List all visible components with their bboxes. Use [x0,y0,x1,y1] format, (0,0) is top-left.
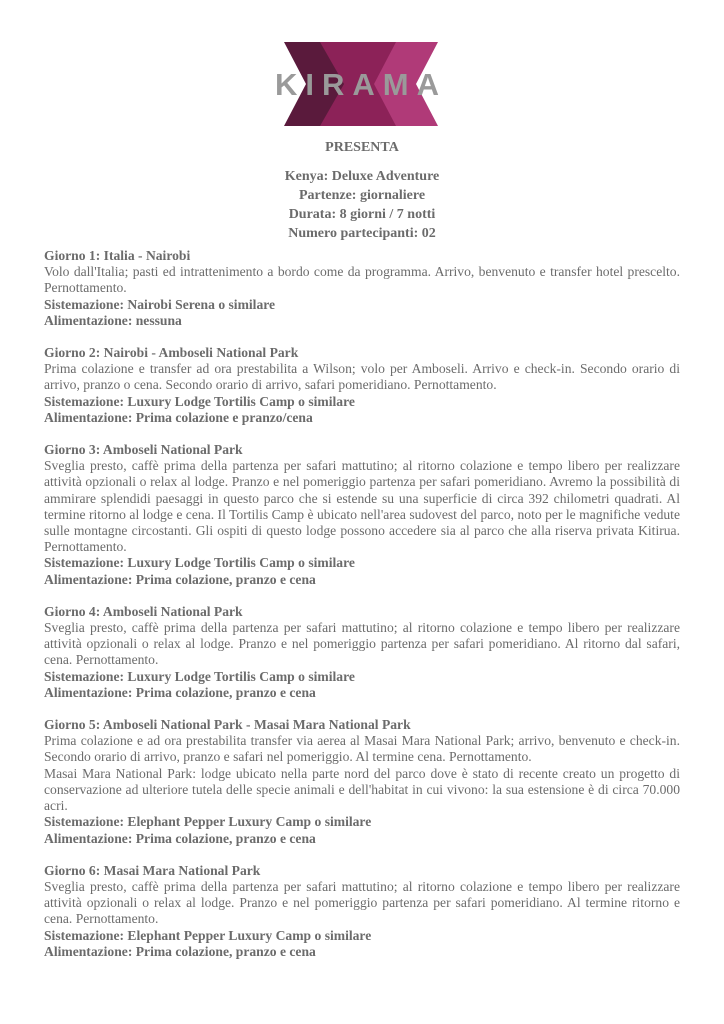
day-title: Giorno 3: Amboseli National Park [44,442,243,458]
presenta-title: PRESENTA [325,140,399,155]
day-description: Prima colazione e transfer ad ora prestabilita a Wilson; volo per Amboseli. Arrivo e check-in. Secondo orario di arrivo, pranzo o cena. Secondo orario di arrivo, safari pomeridiano. Pernottamento. [44,361,680,393]
kirama-logo [258,42,464,126]
day-title: Giorno 4: Amboseli National Park [44,603,243,619]
itinerary [44,248,680,976]
document-header [0,138,724,243]
day-1 [44,248,680,329]
day-description: Volo dall'Italia; pasti ed intrattenimento a bordo come da programma. Arrivo, benvenuto e transfer hotel prescelto. Pernottamento. [44,264,680,296]
day-accommodation: Sistemazione: Elephant Pepper Luxury Camp o similare [44,927,372,943]
day-description: Sveglia presto, caffè prima della partenza per safari mattutino; al ritorno colazione e tempo libero per realizzare attività opzionali o relax al lodge. Pranzo e nel pomeriggio partenza per safari pomeridiano. Avremo la possibilità di ammirare splendidi paesaggi in questo parco che si estende su una superficie di circa 392 chilometri quadrati. Al termine ritorno al lodge e cena. Il Tortilis Camp è ubicato nell'area sudovest del parco, noto per le magnifiche vedute sulle montagne circostanti. Gli ospiti di questo lodge possono accedere sia al parco che alla riserva privata Kitirua. Pernottamento. [44,458,680,555]
participants: Numero partecipanti: 02 [288,226,436,241]
day-title: Giorno 6: Masai Mara National Park [44,862,261,878]
day-meals: Alimentazione: Prima colazione, pranzo e cena [44,684,316,700]
day-description: Sveglia presto, caffè prima della partenza per safari mattutino; al ritorno colazione e tempo libero per realizzare attività opzionali o relax al lodge. Pranzo e nel pomeriggio partenza per safari pomeridiano. Al termine ritorno e cena. Pernottamento. [44,878,680,927]
day-description: Sveglia presto, caffè prima della partenza per safari mattutino; al ritorno colazione e tempo libero per realizzare attività opzionali o relax al lodge. Pranzo e nel pomeriggio partenza per safari pomeridiano. Al ritorno dal safari, cena. Pernottamento. [44,620,680,668]
day-title: Giorno 2: Nairobi - Amboseli National Park [44,345,299,361]
day-accommodation: Sistemazione: Nairobi Serena o similare [44,296,276,312]
logo-text: KIRAMA [275,67,447,102]
day-3 [44,442,680,588]
day-meals: Alimentazione: nessuna [44,312,182,328]
day-accommodation: Sistemazione: Luxury Lodge Tortilis Camp o similare [44,555,355,571]
day-description-park: Masai Mara National Park: lodge ubicato nella parte nord del parco dove è stato di recente creato un progetto di conservazione ad ulteriore tutela delle specie animali e dell'habitat in cui vivono: la sua estensione è di circa 70.000 acri. [44,765,680,814]
departures: Partenze: giornaliere [298,188,426,203]
day-meals: Alimentazione: Prima colazione e pranzo/cena [44,409,313,425]
duration: Durata: 8 giorni / 7 notti [288,207,436,222]
trip-name: Kenya: Deluxe Adventure [284,169,440,184]
day-accommodation: Sistemazione: Luxury Lodge Tortilis Camp o similare [44,393,355,409]
day-title: Giorno 5: Amboseli National Park - Masai Mara National Park [44,717,411,733]
day-accommodation: Sistemazione: Luxury Lodge Tortilis Camp o similare [44,668,355,684]
day-2 [44,345,680,426]
day-5 [44,717,680,847]
day-meals: Alimentazione: Prima colazione, pranzo e cena [44,830,316,846]
day-accommodation: Sistemazione: Elephant Pepper Luxury Camp o similare [44,814,372,830]
day-meals: Alimentazione: Prima colazione, pranzo e cena [44,943,316,959]
day-meals: Alimentazione: Prima colazione, pranzo e cena [44,571,316,587]
day-description: Prima colazione e ad ora prestabilita transfer via aerea al Masai Mara National Park; arrivo, benvenuto e check-in. Secondo orario di arrivo, pranzo e safari nel pomeriggio. Al termine cena. Pernottamento. [44,733,680,765]
day-4 [44,604,680,701]
day-6 [44,863,680,960]
day-title: Giorno 1: Italia - Nairobi [44,248,191,263]
